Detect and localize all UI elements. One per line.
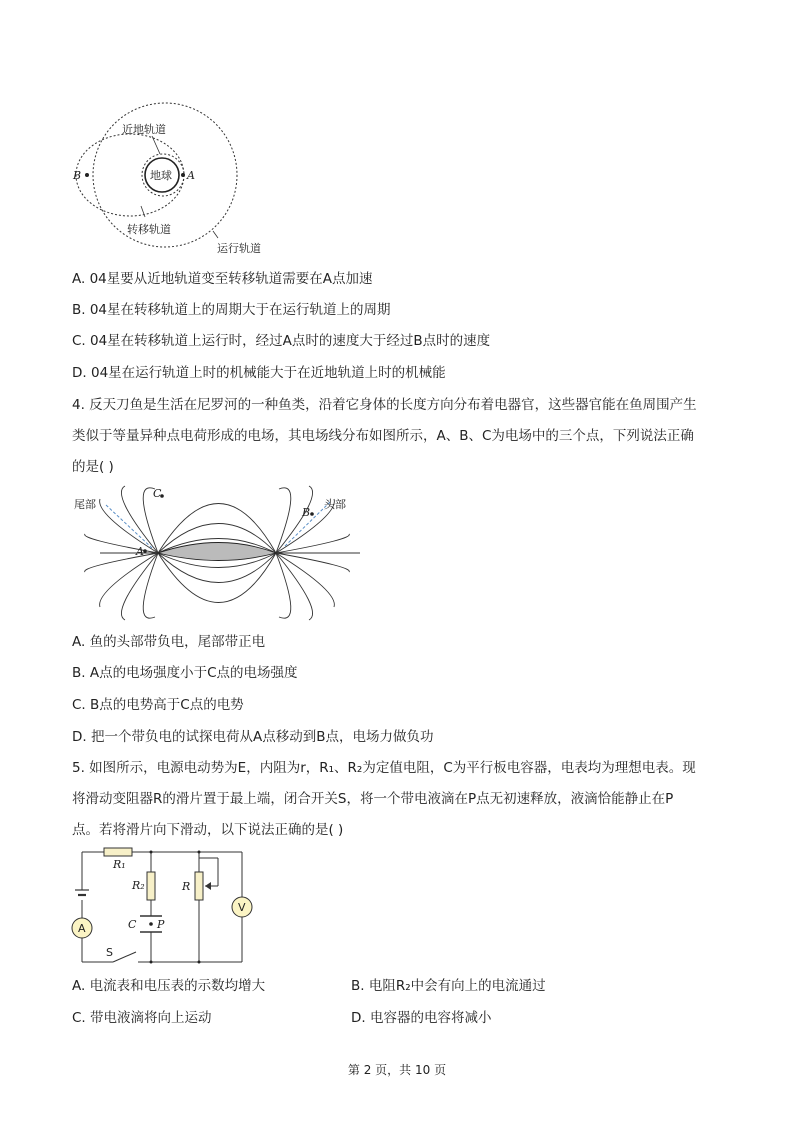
- q5-option-c: C. 带电液滴将向上运动: [72, 1010, 212, 1026]
- page-footer: 第 2 页，共 10 页: [347, 1063, 447, 1077]
- transfer-orbit-label: 转移轨道: [127, 223, 171, 236]
- q4-stem-line-2: 类似于等量异种点电荷形成的电场，其电场线分布如图所示，A、B、C为电场中的三个点，下列说法正确: [72, 428, 694, 444]
- r-label: R: [182, 880, 191, 893]
- q4-option-c: C. B点的电势高于C点的电势: [72, 697, 244, 713]
- r1-label: R₁: [113, 858, 126, 871]
- q3-option-d: D. 04星在运行轨道上时的机械能大于在近地轨道上时的机械能: [72, 365, 446, 381]
- fish-point-a-label: A: [136, 545, 144, 558]
- q3-option-c: C. 04星在转移轨道上运行时，经过A点时的速度大于经过B点时的速度: [72, 333, 491, 349]
- capacitor-label: C: [128, 918, 137, 931]
- q4-stem-line-3: 的是( ): [72, 459, 114, 475]
- q3-option-b: B. 04星在转移轨道上的周期大于在运行轨道上的周期: [72, 302, 391, 318]
- q5-stem-line-1: 5. 如图所示，电源电动势为E，内阻为r，R₁、R₂为定值电阻，C为平行板电容器，电表均为理想电表。现: [72, 760, 696, 776]
- voltmeter-label: V: [238, 901, 246, 914]
- q4-option-b: B. A点的电场强度小于C点的电场强度: [72, 665, 298, 681]
- point-b-label: B: [73, 169, 82, 182]
- point-p-label: P: [157, 918, 165, 931]
- q4-option-a: A. 鱼的头部带负电，尾部带正电: [72, 634, 266, 650]
- q4-stem-line-1: 4. 反天刀鱼是生活在尼罗河的一种鱼类，沿着它身体的长度方向分布着电器官，这些器官能在鱼周围产生: [72, 397, 697, 413]
- fish-field-figure: [70, 484, 370, 624]
- point-a-label: A: [187, 169, 195, 182]
- q5-stem-line-3: 点。若将滑片向下滑动，以下说法正确的是( ): [72, 822, 344, 838]
- fish-point-b-label: B: [302, 506, 311, 519]
- switch-label: S: [106, 946, 113, 959]
- tail-label: 尾部: [74, 498, 96, 511]
- q5-option-b: B. 电阻R₂中会有向上的电流通过: [351, 978, 546, 994]
- run-orbit-label: 运行轨道: [217, 242, 261, 255]
- q5-stem-line-2: 将滑动变阻器R的滑片置于最上端，闭合开关S，将一个带电液滴在P点无初速释放，液滴恰能静止在P: [72, 791, 674, 807]
- earth-label: 地球: [150, 169, 172, 182]
- orbit-figure: [65, 100, 290, 260]
- q3-option-a: A. 04星要从近地轨道变至转移轨道需要在A点加速: [72, 271, 373, 287]
- q4-option-d: D. 把一个带负电的试探电荷从A点移动到B点，电场力做负功: [72, 729, 434, 745]
- near-orbit-label: 近地轨道: [122, 123, 166, 136]
- head-label: 头部: [324, 498, 346, 511]
- ammeter-label: A: [78, 922, 86, 935]
- circuit-figure: [68, 842, 258, 972]
- fish-point-c-label: C: [153, 487, 162, 500]
- r2-label: R₂: [132, 879, 145, 892]
- q5-option-a: A. 电流表和电压表的示数均增大: [72, 978, 266, 994]
- q5-option-d: D. 电容器的电容将减小: [351, 1010, 492, 1026]
